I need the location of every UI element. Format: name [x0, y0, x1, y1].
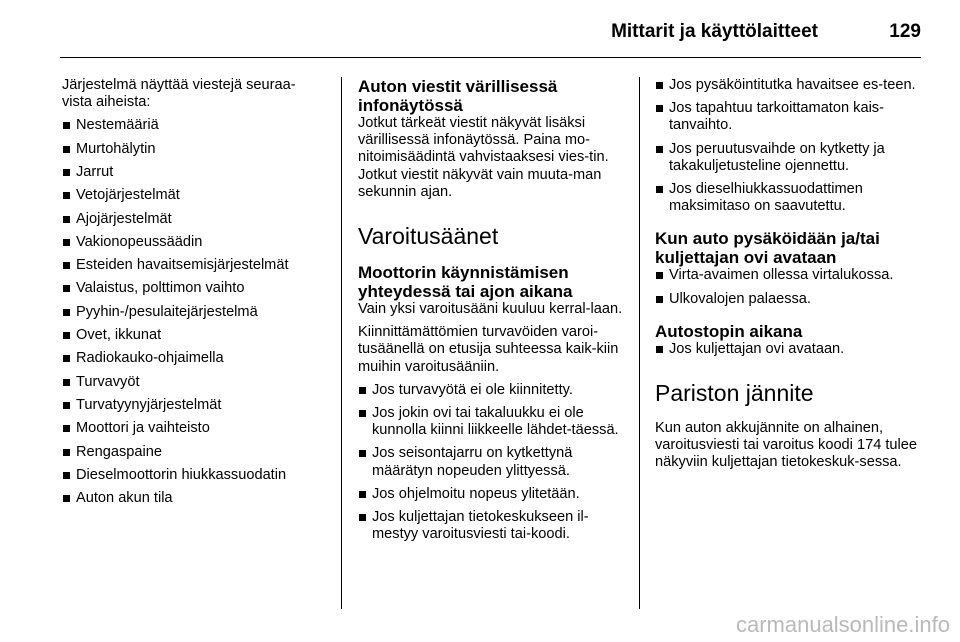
list-item: Rengaspaine	[62, 444, 324, 461]
list-item: Turvatyynyjärjestelmät	[62, 397, 324, 414]
list-item: Jos turvavyötä ei ole kiinnitetty.	[358, 382, 626, 399]
list-item: Nestemääriä	[62, 117, 324, 134]
section-heading: Autostopin aikana	[655, 321, 803, 341]
list-item: Ulkovalojen palaessa.	[655, 291, 927, 308]
list-item: Vakionopeussäädin	[62, 234, 324, 251]
list-item: Jos tapahtuu tarkoittamaton kais-tanvaihto.	[655, 100, 927, 134]
page-number: 129	[889, 21, 921, 42]
list-item: Dieselmoottorin hiukkassuodatin	[62, 467, 324, 484]
parking-list	[655, 267, 927, 307]
chapter-heading: Pariston jännite	[655, 380, 814, 407]
list-item: Turvavyöt	[62, 374, 324, 391]
list-item: Radiokauko-ohjaimella	[62, 350, 324, 367]
paragraph: Kiinnittämättömien turvavöiden varoi-tusäänellä on etusija suhteessa kaik-kiin muihin varoitusääniin.	[358, 324, 619, 375]
list-item: Murtohälytin	[62, 141, 324, 158]
page-header	[0, 0, 960, 60]
topic-list	[62, 117, 324, 507]
paragraph: Jotkut tärkeät viestit näkyvät lisäksi värillisessä infonäytössä. Paina mo-nitoimisäädintä vahvistaaksesi vies-tin. Jotkut viestit näkyvät vain muuta-man sekunnin ajan.	[358, 115, 609, 200]
list-item: Moottori ja vaihteisto	[62, 420, 324, 437]
list-item: Jarrut	[62, 164, 324, 181]
warning-list	[358, 382, 626, 544]
list-item: Valaistus, polttimon vaihto	[62, 280, 324, 297]
list-item: Virta-avaimen ollessa virtalukossa.	[655, 267, 927, 284]
column-3	[655, 77, 927, 478]
list-item: Ajojärjestelmät	[62, 211, 324, 228]
list-item: Auton akun tila	[62, 490, 324, 507]
chapter-heading: Varoitusäänet	[358, 223, 499, 250]
column-divider-1	[341, 77, 342, 609]
list-item: Jos dieselhiukkassuodattimen maksimitaso on saavutettu.	[655, 181, 927, 215]
paragraph: Vain yksi varoitusääni kuuluu kerral-laan.	[358, 301, 623, 318]
list-item: Vetojärjestelmät	[62, 187, 324, 204]
list-item: Jos pysäköintitutka havaitsee es-teen.	[655, 77, 927, 94]
paragraph: Kun auton akkujännite on alhainen, varoitusviesti tai varoitus koodi 174 tulee näkyviin kuljettajan tietokeskuk-sessa.	[655, 420, 918, 471]
warning-list-continued	[655, 77, 927, 215]
list-item: Jos kuljettajan ovi avataan.	[655, 341, 927, 358]
intro-text: Järjestelmä näyttää viestejä seuraa-vista aiheista:	[62, 77, 296, 111]
section-heading: Kun auto pysäköidään ja/tai kuljettajan ovi avataan	[655, 229, 880, 268]
list-item: Jos ohjelmoitu nopeus ylitetään.	[358, 486, 626, 503]
section-heading: Auton viestit värillisessä infonäytössä	[358, 77, 558, 115]
list-item: Jos jokin ovi tai takaluukku ei ole kunnolla kiinni liikkeelle lähdet-täessä.	[358, 405, 626, 439]
list-item: Pyyhin-/pesulaitejärjestelmä	[62, 304, 324, 321]
list-item: Jos kuljettajan tietokeskukseen il-mestyy varoitusviesti tai-koodi.	[358, 509, 626, 543]
list-item: Jos peruutusvaihde on kytketty ja takakuljetusteline ojennettu.	[655, 141, 927, 175]
column-1	[62, 77, 324, 513]
autostop-list	[655, 341, 927, 358]
page-title: Mittarit ja käyttölaitteet	[611, 21, 818, 42]
column-divider-2	[639, 77, 640, 609]
header-rule	[60, 57, 921, 58]
list-item: Esteiden havaitsemisjärjestelmät	[62, 257, 324, 274]
section-heading: Moottorin käynnistämisen yhteydessä tai ajon aikana	[358, 263, 573, 302]
list-item: Ovet, ikkunat	[62, 327, 324, 344]
watermark: carmanualsonline.info	[735, 612, 950, 637]
list-item: Jos seisontajarru on kytkettynä määrätyn nopeuden ylittyessä.	[358, 445, 626, 479]
column-2	[358, 77, 626, 549]
